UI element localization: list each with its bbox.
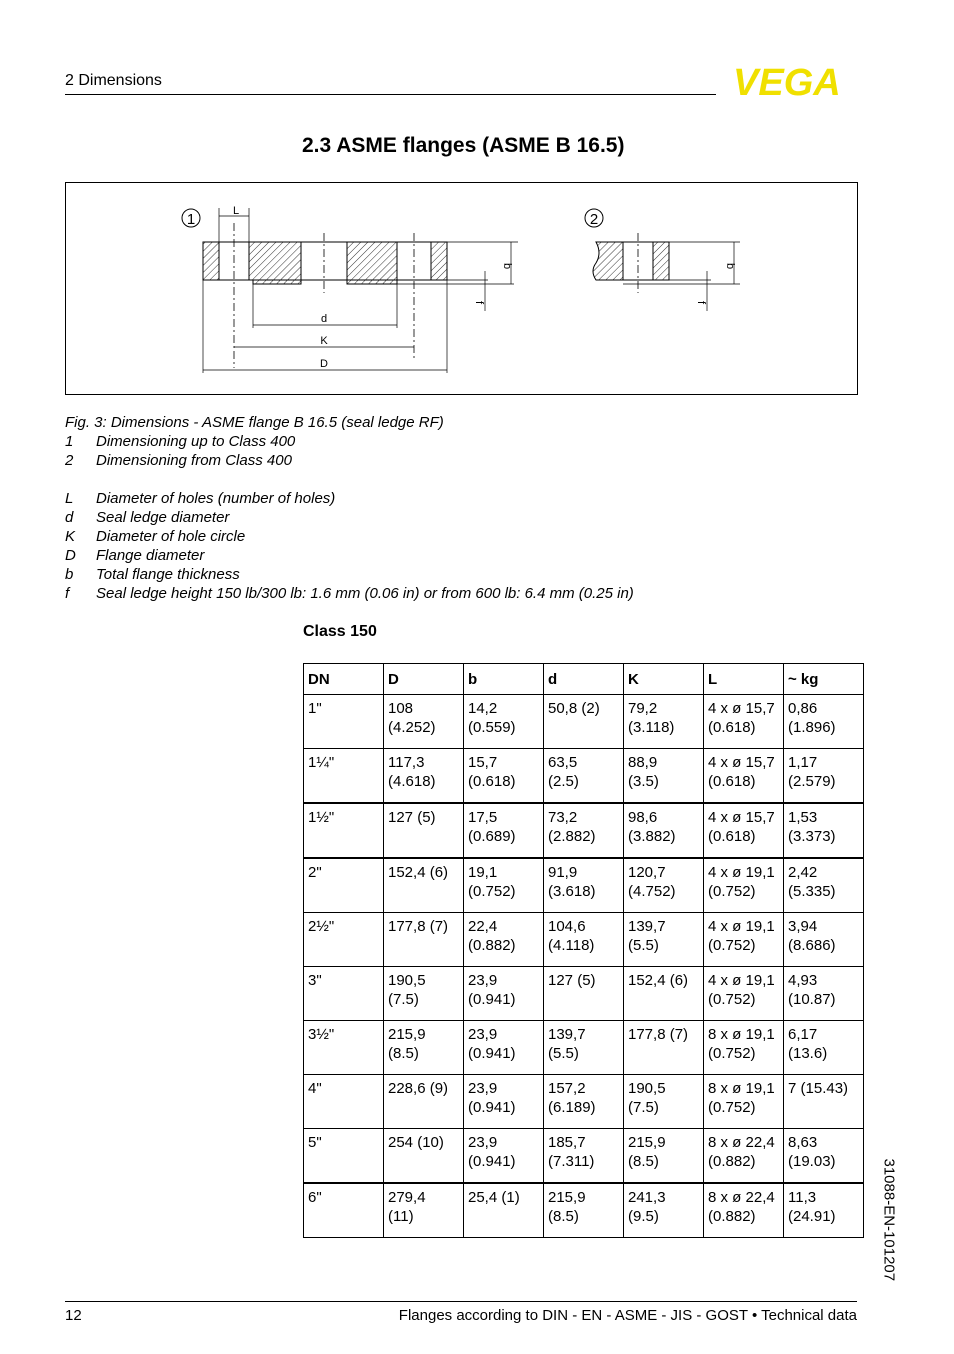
- cell-line: 23,9: [468, 1026, 498, 1043]
- cell-line: 14,2: [468, 700, 498, 717]
- table-cell: [384, 1129, 464, 1184]
- table-cell: [464, 695, 544, 749]
- header-section-title: 2 Dimensions: [65, 72, 162, 89]
- cell-line: (24.91): [788, 1208, 836, 1225]
- table-cell: [784, 1021, 864, 1075]
- cell-line: 228,6 (9): [388, 1080, 449, 1097]
- cell-line: 177,8 (7): [388, 918, 449, 935]
- cell-line: 1¼": [308, 754, 335, 771]
- cell-line: 22,4: [468, 918, 498, 935]
- svg-text:K: K: [320, 335, 328, 347]
- cell-line: 177,8 (7): [628, 1026, 689, 1043]
- cell-line: 7 (15.43): [788, 1080, 849, 1097]
- cell-line: 104,6: [548, 918, 586, 935]
- table-cell: [304, 913, 384, 967]
- cell-line: 6,17: [788, 1026, 818, 1043]
- cell-line: (0.941): [468, 1045, 516, 1062]
- svg-text:VEGA: VEGA: [733, 64, 841, 98]
- table-cell: [784, 749, 864, 804]
- cell-line: (2.579): [788, 773, 836, 790]
- table-cell: [304, 858, 384, 913]
- table-row: [304, 913, 864, 967]
- cell-line: 0,86: [788, 700, 818, 717]
- table-cell: [544, 1075, 624, 1129]
- cell-line: 215,9: [628, 1134, 666, 1151]
- table-cell: [704, 967, 784, 1021]
- svg-text:2: 2: [589, 211, 599, 228]
- column-header: d: [544, 664, 624, 695]
- cell-line: (4.752): [628, 883, 676, 900]
- cell-line: (3.118): [628, 719, 675, 736]
- cell-line: 215,9: [548, 1189, 586, 1206]
- table-row: [304, 967, 864, 1021]
- table-cell: [544, 967, 624, 1021]
- cell-line: 185,7: [548, 1134, 586, 1151]
- legend-item: d Seal ledge diameter: [65, 509, 230, 526]
- cell-line: 4 x ø 19,1: [708, 918, 775, 935]
- cell-line: (7.311): [548, 1153, 595, 1170]
- cell-line: (5.335): [788, 883, 836, 900]
- cell-line: 23,9: [468, 1134, 498, 1151]
- svg-text:b: b: [501, 263, 513, 270]
- table-cell: [384, 1075, 464, 1129]
- cell-line: 4 x ø 15,7: [708, 754, 775, 771]
- table-cell: [544, 1129, 624, 1184]
- footer-text: Flanges according to DIN - EN - ASME - JIS - GOST • Technical data: [398, 1307, 857, 1324]
- cell-line: 152,4 (6): [628, 972, 689, 989]
- cell-line: (8.5): [548, 1208, 579, 1225]
- cell-line: 4 x ø 19,1: [708, 864, 775, 881]
- table-cell: [624, 695, 704, 749]
- cell-line: 6": [308, 1189, 322, 1206]
- table-cell: [384, 913, 464, 967]
- cell-line: (4.618): [388, 773, 436, 790]
- cell-line: 3": [308, 972, 322, 989]
- section-title: 2.3 ASME flanges (ASME B 16.5): [302, 134, 625, 157]
- table-cell: [624, 1183, 704, 1238]
- table-cell: [784, 858, 864, 913]
- table-cell: [304, 967, 384, 1021]
- cell-line: 5": [308, 1134, 322, 1151]
- cell-line: (0.752): [708, 1045, 756, 1062]
- table-body: [304, 695, 864, 1238]
- cell-line: (8.686): [788, 937, 836, 954]
- cell-line: (2.882): [548, 828, 596, 845]
- flange-2-section: [593, 233, 740, 311]
- table-row: [304, 1075, 864, 1129]
- svg-text:L: L: [232, 205, 240, 217]
- document-code: 31088-EN-101207: [880, 1158, 898, 1282]
- cell-line: (8.5): [628, 1153, 659, 1170]
- table-cell: [384, 803, 464, 858]
- table-cell: [624, 858, 704, 913]
- cell-line: 4 x ø 15,7: [708, 809, 775, 826]
- cell-line: 8 x ø 22,4: [708, 1189, 775, 1206]
- caption-title: Fig. 3: Dimensions - ASME flange B 16.5 (seal ledge RF): [65, 414, 444, 431]
- footer-rule: [65, 1301, 857, 1302]
- svg-text:f: f: [695, 301, 707, 305]
- table-cell: [704, 1183, 784, 1238]
- cell-line: (0.618): [708, 828, 756, 845]
- marker-2: [585, 209, 603, 228]
- cell-line: (3.5): [628, 773, 659, 790]
- cell-line: 8 x ø 22,4: [708, 1134, 775, 1151]
- table-cell: [384, 695, 464, 749]
- table-cell: [384, 858, 464, 913]
- cell-line: 17,5: [468, 809, 498, 826]
- cell-line: 23,9: [468, 1080, 498, 1097]
- cell-line: (3.882): [628, 828, 676, 845]
- table-cell: [624, 913, 704, 967]
- cell-line: 8 x ø 19,1: [708, 1026, 775, 1043]
- table-row: [304, 858, 864, 913]
- table-cell: [544, 695, 624, 749]
- figure-caption: [65, 413, 634, 603]
- table-cell: [784, 1183, 864, 1238]
- table-cell: [304, 695, 384, 749]
- cell-line: (0.941): [468, 1099, 516, 1116]
- cell-line: 4 x ø 15,7: [708, 700, 775, 717]
- cell-line: 8,63: [788, 1134, 818, 1151]
- table-header-row: [304, 664, 864, 695]
- table-row: [304, 1129, 864, 1184]
- cell-line: 79,2: [628, 700, 658, 717]
- table-cell: [464, 913, 544, 967]
- flange-dimension-figure: [65, 182, 858, 395]
- cell-line: 1,17: [788, 754, 818, 771]
- cell-line: 11,3: [788, 1189, 817, 1206]
- legend-item: L Diameter of holes (number of holes): [65, 490, 336, 507]
- table-cell: [304, 1021, 384, 1075]
- table-cell: [464, 858, 544, 913]
- table-cell: [544, 858, 624, 913]
- cell-line: 254 (10): [388, 1134, 444, 1151]
- cell-line: (1.896): [788, 719, 836, 736]
- cell-line: 25,4 (1): [468, 1189, 520, 1206]
- cell-line: (0.618): [708, 773, 756, 790]
- table-cell: [464, 967, 544, 1021]
- table-cell: [784, 1075, 864, 1129]
- cell-line: (5.5): [628, 937, 659, 954]
- cell-line: (2.5): [548, 773, 579, 790]
- table-cell: [464, 1075, 544, 1129]
- svg-text:D: D: [320, 358, 328, 370]
- cell-line: (19.03): [788, 1153, 836, 1170]
- table-cell: [384, 967, 464, 1021]
- cell-line: (11): [388, 1208, 414, 1225]
- table-cell: [624, 1021, 704, 1075]
- legend-item: f Seal ledge height 150 lb/300 lb: 1.6 mm (0.06 in) or from 600 lb: 6.4 mm (0.25 in): [65, 585, 634, 602]
- cell-line: (0.941): [468, 991, 516, 1008]
- column-header: D: [384, 664, 464, 695]
- cell-line: 88,9: [628, 754, 658, 771]
- table-cell: [704, 803, 784, 858]
- legend-item: K Diameter of hole circle: [65, 528, 246, 545]
- legend-item: D Flange diameter: [65, 547, 205, 564]
- cell-line: (0.752): [708, 1099, 756, 1116]
- table-title: Class 150: [303, 623, 377, 640]
- table-cell: [464, 1183, 544, 1238]
- cell-line: (0.752): [708, 937, 756, 954]
- cell-line: (3.618): [548, 883, 596, 900]
- cell-line: 23,9: [468, 972, 498, 989]
- table-row: [304, 1183, 864, 1238]
- cell-line: (0.752): [468, 883, 516, 900]
- table-cell: [704, 695, 784, 749]
- table-row: [304, 1021, 864, 1075]
- svg-text:d: d: [320, 313, 328, 325]
- table-cell: [464, 749, 544, 804]
- table-cell: [784, 803, 864, 858]
- flange-drawing: [66, 183, 857, 394]
- cell-line: 1,53: [788, 809, 818, 826]
- table-cell: [544, 749, 624, 804]
- cell-line: 4 x ø 19,1: [708, 972, 775, 989]
- cell-line: 3,94: [788, 918, 818, 935]
- column-header: L: [704, 664, 784, 695]
- table-cell: [304, 1075, 384, 1129]
- table-cell: [624, 967, 704, 1021]
- cell-line: (0.752): [708, 883, 756, 900]
- cell-line: (4.252): [388, 719, 436, 736]
- header-rule: [65, 94, 716, 95]
- table-cell: [784, 695, 864, 749]
- cell-line: (0.618): [708, 719, 756, 736]
- cell-line: 2,42: [788, 864, 818, 881]
- cell-line: (7.5): [388, 991, 419, 1008]
- svg-text:1: 1: [186, 211, 196, 228]
- cell-line: 91,9: [548, 864, 578, 881]
- cell-line: 4": [308, 1080, 322, 1097]
- cell-line: 117,3: [388, 754, 425, 771]
- table-cell: [464, 803, 544, 858]
- cell-line: 190,5: [388, 972, 426, 989]
- table-cell: [304, 1183, 384, 1238]
- table-row: [304, 803, 864, 858]
- table-cell: [784, 967, 864, 1021]
- table-cell: [384, 1183, 464, 1238]
- cell-line: 50,8 (2): [548, 700, 600, 717]
- table-cell: [704, 858, 784, 913]
- table-cell: [544, 913, 624, 967]
- cell-line: 4,93: [788, 972, 818, 989]
- table-cell: [544, 1183, 624, 1238]
- column-header: DN: [304, 664, 384, 695]
- caption-item: 2 Dimensioning from Class 400: [65, 452, 292, 469]
- flange-1-section: [203, 205, 518, 373]
- cell-line: 1": [308, 700, 322, 717]
- cell-line: (5.5): [548, 1045, 579, 1062]
- table-cell: [784, 1129, 864, 1184]
- table-cell: [624, 749, 704, 804]
- cell-line: 152,4 (6): [388, 864, 449, 881]
- table-cell: [624, 1129, 704, 1184]
- cell-line: 2½": [308, 918, 335, 935]
- cell-line: 279,4: [388, 1189, 426, 1206]
- table-cell: [704, 1129, 784, 1184]
- svg-text:b: b: [724, 263, 736, 270]
- cell-line: (4.118): [548, 937, 595, 954]
- table-cell: [384, 1021, 464, 1075]
- cell-line: 15,7: [468, 754, 498, 771]
- cell-line: (3.373): [788, 828, 836, 845]
- table-cell: [384, 749, 464, 804]
- cell-line: (0.559): [468, 719, 516, 736]
- cell-line: 8 x ø 19,1: [708, 1080, 775, 1097]
- table-row: [304, 749, 864, 804]
- cell-line: 120,7: [628, 864, 666, 881]
- cell-line: 127 (5): [548, 972, 596, 989]
- table-cell: [704, 1021, 784, 1075]
- cell-line: 63,5: [548, 754, 578, 771]
- cell-line: (0.882): [468, 937, 516, 954]
- table-row: [304, 695, 864, 749]
- table-cell: [544, 1021, 624, 1075]
- legend-item: b Total flange thickness: [65, 566, 240, 583]
- marker-1: [182, 209, 200, 228]
- cell-line: (7.5): [628, 1099, 659, 1116]
- table-cell: [304, 1129, 384, 1184]
- class-150-table: [303, 663, 864, 1238]
- cell-line: 241,3: [628, 1189, 666, 1206]
- cell-line: (13.6): [788, 1045, 828, 1062]
- table-cell: [544, 803, 624, 858]
- cell-line: 19,1: [468, 864, 498, 881]
- cell-line: (0.689): [468, 828, 516, 845]
- vega-logo: [733, 64, 859, 98]
- cell-line: 157,2: [548, 1080, 586, 1097]
- cell-line: (6.189): [548, 1099, 596, 1116]
- table-cell: [624, 803, 704, 858]
- cell-line: 139,7: [548, 1026, 586, 1043]
- cell-line: 2": [308, 864, 322, 881]
- cell-line: 215,9: [388, 1026, 426, 1043]
- caption-item: 1 Dimensioning up to Class 400: [65, 433, 296, 450]
- cell-line: 1½": [308, 809, 335, 826]
- table-cell: [704, 1075, 784, 1129]
- cell-line: (0.752): [708, 991, 756, 1008]
- cell-line: 108: [388, 700, 414, 717]
- svg-text:f: f: [473, 301, 485, 305]
- table-cell: [464, 1129, 544, 1184]
- cell-line: 127 (5): [388, 809, 436, 826]
- column-header: K: [624, 664, 704, 695]
- table-cell: [304, 803, 384, 858]
- cell-line: 190,5: [628, 1080, 666, 1097]
- table-cell: [704, 749, 784, 804]
- table-cell: [304, 749, 384, 804]
- cell-line: 98,6: [628, 809, 658, 826]
- table-cell: [464, 1021, 544, 1075]
- column-header: b: [464, 664, 544, 695]
- cell-line: (8.5): [388, 1045, 419, 1062]
- table-cell: [704, 913, 784, 967]
- cell-line: (0.882): [708, 1208, 756, 1225]
- cell-line: (0.941): [468, 1153, 516, 1170]
- cell-line: (10.87): [788, 991, 836, 1008]
- table-cell: [784, 913, 864, 967]
- cell-line: (9.5): [628, 1208, 659, 1225]
- cell-line: 3½": [308, 1026, 335, 1043]
- table-cell: [624, 1075, 704, 1129]
- page-number: 12: [65, 1307, 82, 1324]
- cell-line: (0.618): [468, 773, 516, 790]
- cell-line: 139,7: [628, 918, 666, 935]
- cell-line: (0.882): [708, 1153, 756, 1170]
- cell-line: 73,2: [548, 809, 578, 826]
- column-header: ~ kg: [784, 664, 864, 695]
